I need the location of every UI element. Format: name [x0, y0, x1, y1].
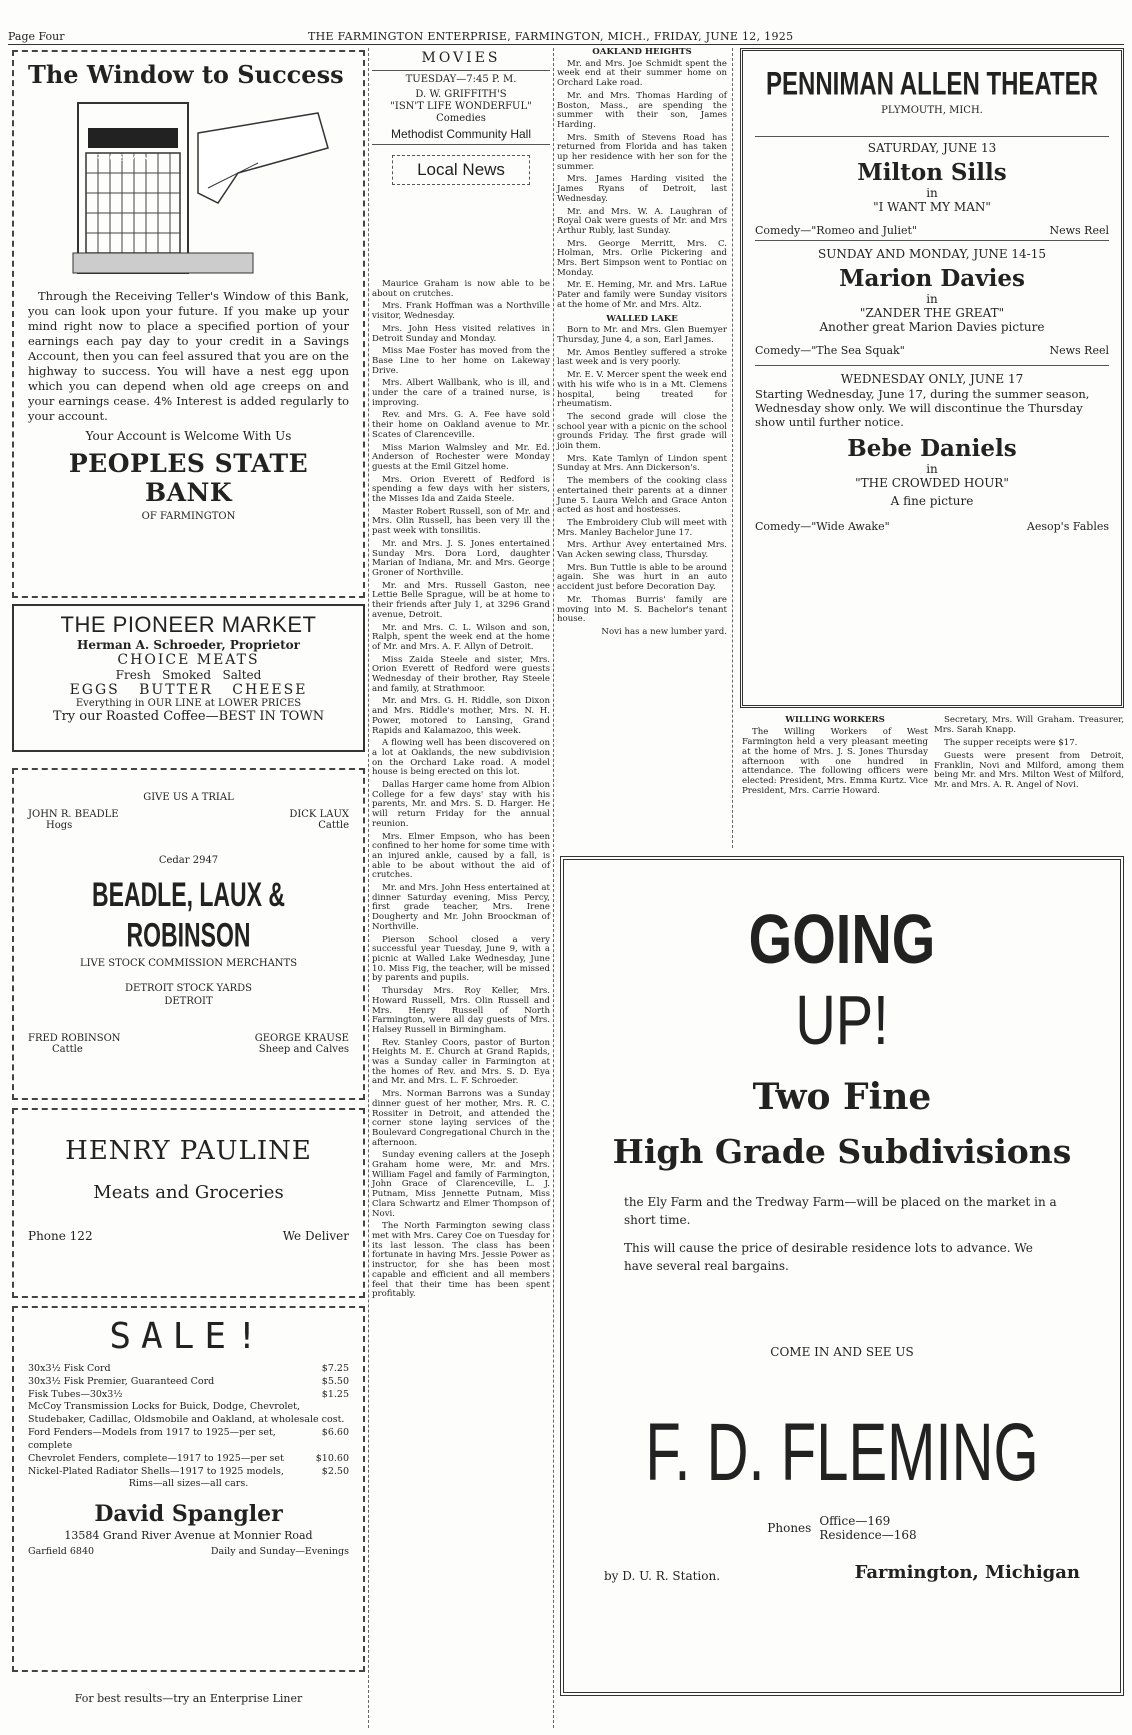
walled-para: Mrs. Arthur Avey entertained Mrs. Van Acken sewing class, Thursday.: [557, 540, 727, 561]
pauline-phone: Phone 122: [28, 1229, 93, 1243]
local-para: Mrs. John Hess visited relatives in Detroit Sunday and Monday.: [372, 323, 550, 344]
local-para: Mr. and Mrs. G. H. Riddle, son Dixon and Mrs. Riddle's mother, Mrs. N. H. Power, motored to Lansing, Grand Rapids and Kalamazoo, this week.: [372, 696, 550, 736]
local-para: Mr. and Mrs. Russell Gaston, nee Lettie Belle Sprague, will be at home to their friends after July 1, at 3296 Grand avenue, Detroit.: [372, 580, 550, 620]
walled-para: The members of the cooking class entertained their parents at a dinner June 5. Laura Welch and Grace Anton acted as host and hostesses.: [557, 476, 727, 516]
local-news-column: [372, 280, 550, 1303]
henry-pauline-ad: [12, 1108, 365, 1298]
market-line3: Everything in OUR LINE at LOWER PRICES: [75, 698, 302, 709]
local-para: Rev. Stanley Coors, pastor of Burton Heights M. E. Church at Grand Rapids, was a Sunday caller in Farmington at the homes of Rev. and Mrs. S. D. Eya and Mr. and Mrs. L. F. Schroeder.: [372, 1037, 550, 1087]
local-para: Miss Mae Foster has moved from the Base Line to her home on Lakeway Drive.: [372, 346, 550, 376]
movies-comedies: Comedies: [436, 112, 486, 124]
bank-tagline: Your Account is Welcome With Us: [85, 429, 292, 444]
walled-para: Mrs. Kate Tamlyn of Lindon spent Sunday at Mrs. Ann Dickerson's.: [557, 453, 727, 474]
fleming-h4: High Grade Subdivisions: [612, 1132, 1072, 1171]
oakland-para: Mr. E. Heming, Mr. and Mrs. LaRue Pater and family were Sunday visitors at the home of Mr. and Mrs. Altz.: [557, 280, 727, 310]
pauline-sub: Meats and Groceries: [93, 1182, 284, 1203]
local-para: Mrs. Frank Hoffman was a Northville visitor, Wednesday.: [372, 301, 550, 322]
pauline-name: HENRY PAULINE: [65, 1136, 312, 1166]
sale-item: 30x3½ Fisk Cord $7.25: [28, 1363, 349, 1374]
theater-date-3: WEDNESDAY ONLY, JUNE 17: [840, 372, 1024, 386]
market-owner: Herman A. Schroeder, Proprietor: [77, 638, 300, 652]
stock-p3-role: Cattle: [52, 1044, 83, 1055]
market-line1: Fresh Smoked Salted: [115, 668, 262, 682]
spangler-sale-ad: [12, 1306, 365, 1672]
theater-extra-2: Another great Marion Davies picture: [819, 320, 1045, 334]
local-para: Pierson School closed a very successful year Tuesday, June 9, with a picnic at Walled Lake Wednesday, June 10. Miss Fig, the teacher, will be missed by parents and pupils.: [372, 934, 550, 984]
fleming-h3: Two Fine: [752, 1076, 932, 1118]
spangler-hours: Daily and Sunday—Evenings: [210, 1546, 349, 1558]
theater-date-1: SATURDAY, JUNE 13: [867, 141, 997, 155]
stock-p2-role: Cattle: [318, 820, 349, 831]
local-para: Mr. and Mrs. John Hess entertained at dinner Saturday evening, Miss Percy, first grade teacher, Mrs. Irene Dougherty and Mr. John Broockman of Northville.: [372, 883, 550, 932]
market-line4: Try our Roasted Coffee—BEST IN TOWN: [52, 709, 325, 724]
willing-para-3: The supper receipts were $17.: [944, 737, 1078, 748]
spangler-name: David Spangler: [94, 1501, 283, 1528]
penniman-allen-theater-ad: [740, 48, 1124, 708]
theater-comedy-2: Comedy—"The Sea Squak": [755, 344, 905, 357]
oakland-para: Mrs. James Harding visited the James Ryans of Detroit, last Wednesday.: [557, 174, 727, 204]
movies-dw: D. W. GRIFFITH'S: [415, 89, 507, 101]
fleming-res: Residence—168: [819, 1528, 917, 1542]
local-para: Miss Marion Walmsley and Mr. Ed. Anderson of Rochester were Monday guests at the Emil Gitzel home.: [372, 442, 550, 472]
walled-para: Mrs. Bun Tuttle is able to be around again. She was hurt in an auto accident just before Decoration Day.: [557, 562, 727, 593]
theater-film-2: "ZANDER THE GREAT": [859, 306, 1005, 320]
local-para: Mr. and Mrs. C. L. Wilson and son, Ralph, spent the week end at the home of Mr. and Mrs. A. F. Allyn of Detroit.: [372, 622, 550, 652]
theater-in-1: in: [926, 186, 938, 200]
local-para: Miss Zaida Steele and sister, Mrs. Orion Everett of Redford were guests Wednesday of their brother, Ray Steele and family, at Strathmoor.: [372, 654, 550, 694]
stock-p3: FRED ROBINSON: [28, 1033, 121, 1044]
sale-item: 30x3½ Fisk Premier, Guaranteed Cord $5.50: [28, 1375, 349, 1387]
sale-item: Chevrolet Fenders, complete—1917 to 1925—per set $10.60: [28, 1452, 349, 1464]
spangler-phone: Garfield 6840: [28, 1546, 95, 1558]
theater-star-1: Milton Sills: [857, 159, 1007, 186]
theater-name: PENNIMAN ALLEN THEATER: [766, 66, 1098, 103]
column-rule: [368, 48, 369, 1728]
stock-city: DETROIT: [164, 996, 213, 1007]
walled-para: Mr. Amos Bentley suffered a stroke last week and is very poorly.: [557, 347, 727, 368]
movies-time: TUESDAY—7:45 P. M.: [405, 73, 517, 85]
theater-news-1: News Reel: [1049, 224, 1109, 237]
local-para: Mr. and Mrs. J. S. Jones entertained Sunday Mrs. Dora Lord, daughter Marian of Indiana, Mr. and Mrs. George Groner of Northville.: [372, 538, 550, 578]
oakland-title: OAKLAND HEIGHTS: [592, 47, 692, 57]
fleming-office: Office—169: [819, 1514, 891, 1528]
market-name: THE PIONEER MARKET: [60, 612, 317, 637]
local-para: Maurice Graham is now able to be about on crutches.: [372, 279, 550, 299]
theater-star-3: Bebe Daniels: [847, 435, 1017, 463]
bank-body: Through the Receiving Teller's Window of this Bank, you can look upon your future. If you make up your mind right now to place a specified portion of your earnings each pay day to your credit in a Savings Account, then you can feel assured that you are on the highway to success. You will have a nest egg upon which you can depend when old age creeps on and your earnings cease. 4% Interest is added regularly to your account.: [28, 289, 349, 423]
movies-box: [372, 50, 550, 195]
theater-in-2: in: [926, 292, 938, 306]
willing-para-1: The Willing Workers of West Farmington held a very pleasant meeting at the home of Mrs. J. S. Jones Thursday afternoon with one hundred in attendance. The following officers were elected: President, Mrs. Emma Kurtz. Vice President, Mrs. Carrie Howard.: [742, 726, 928, 797]
fleming-body-1: the Ely Farm and the Tredway Farm—will be placed on the market in a short time.: [624, 1195, 1057, 1227]
oakland-para: Mr. and Mrs. Joe Schmidt spent the week end at their summer home on Orchard Lake road.: [557, 58, 727, 89]
willing-workers-cont: [934, 716, 1124, 794]
bank-title: The Window to Success: [28, 60, 344, 89]
column-rule: [553, 48, 554, 1728]
stock-yards: DETROIT STOCK YARDS: [125, 983, 252, 994]
sale-items: [28, 1363, 349, 1491]
movies-venue: Methodist Community Hall: [390, 126, 532, 141]
local-news-title: Local News: [417, 159, 505, 179]
stock-p4-role: Sheep and Calves: [258, 1044, 349, 1055]
fleming-h2: UP!: [795, 980, 889, 1059]
local-para: Mrs. Norman Barrons was a Sunday dinner guest of her mother, Mrs. R. C. Rossiter in Detroit, and attended the corner stone laying services of the Boulevard Congregational Church in the afternoon.: [372, 1089, 550, 1148]
stock-p1: JOHN R. BEADLE: [28, 809, 119, 820]
theater-note: Starting Wednesday, June 17, during the summer season, Wednesday show only. We will discontinue the Thursday show until further notice.: [755, 387, 1090, 429]
oakland-walled-column: [557, 48, 727, 641]
local-para: Thursday Mrs. Roy Keller, Mrs. Howard Russell, Mrs. Olin Russell and Mrs. Henry Russell of North Farmington, were all day guests of Mrs. Halsey Russell in Birmingham.: [372, 986, 550, 1035]
masthead-line: THE FARMINGTON ENTERPRISE, FARMINGTON, MICH., FRIDAY, JUNE 12, 1925: [308, 30, 794, 43]
market-line2: EGGS BUTTER CHEESE: [69, 682, 308, 698]
stock-p2: DICK LAUX: [289, 809, 349, 820]
masthead: [8, 26, 1124, 45]
oakland-para: Mrs. Smith of Stevens Road has returned from Florida and has taken up her residence with her son for the summer.: [557, 132, 727, 172]
local-para: Mrs. Orion Everett of Redford is spending a few days with her sisters, the Misses Ida and Zaida Steele.: [372, 474, 550, 505]
fleming-body-2: This will cause the price of desirable residence lots to advance. We have several real bargains.: [624, 1241, 1033, 1273]
theater-date-2: SUNDAY AND MONDAY, JUNE 14-15: [818, 247, 1046, 261]
local-para: Dallas Harger came home from Albion College for a few days' stay with his parents, Mr. and Mrs. S. D. Harger. He will return Friday for the annual reunion.: [372, 780, 550, 829]
oakland-para: Mr. and Mrs. Thomas Harding of Boston, Mass., are spending the summer with their son, James Harding.: [557, 90, 727, 130]
fleming-ad: [560, 856, 1124, 1696]
theater-film-1: "I WANT MY MAN": [873, 200, 991, 214]
spangler-addr: 13584 Grand River Avenue at Monnier Road: [64, 1529, 313, 1543]
local-para: The North Farmington sewing class met with Mrs. Carey Coe on Tuesday for its last lesson. The class has been fortunate in having Mrs. Jessie Power as instructor, for she has been most capable and efficient and all members feel that their time has been spent profitably.: [372, 1221, 550, 1300]
willing-para-2: Secretary, Mrs. Will Graham. Treasurer, Mrs. Sarah Knapp.: [934, 715, 1124, 735]
fleming-h1: GOING: [748, 899, 936, 978]
theater-star-2: Marion Davies: [839, 265, 1025, 292]
willing-para-4: Guests were present from Detroit, Franklin, Novi and Milford, among them being Mr. and Mrs. Milton West of Milford, Mr. and Mrs. A. R. Angel of Novi.: [934, 750, 1124, 791]
bank-name: PEOPLES STATE BANK: [68, 449, 309, 508]
fleming-town: Farmington, Michigan: [854, 1562, 1080, 1583]
movies-title: MOVIES: [421, 50, 501, 66]
theater-comedy-3: Comedy—"Wide Awake": [755, 520, 890, 534]
stock-trial: GIVE US A TRIAL: [143, 792, 234, 803]
theater-fables: Aesop's Fables: [1026, 520, 1109, 534]
theater-film-3: "THE CROWDED HOUR": [855, 476, 1009, 491]
bank-town: OF FARMINGTON: [141, 511, 236, 523]
stock-phone: Cedar 2947: [158, 855, 219, 866]
local-para: Master Robert Russell, son of Mr. and Mrs. Olin Russell, has been very ill the past week with tonsilitis.: [372, 506, 550, 537]
market-choice: CHOICE MEATS: [117, 652, 260, 668]
walled-title: WALLED LAKE: [606, 313, 678, 324]
theater-news-2: News Reel: [1049, 344, 1109, 357]
oakland-para: Mr. and Mrs. W. A. Laughran of Royal Oak were guests of Mr. and Mrs Arthur Rubly, last Sunday.: [557, 206, 727, 236]
local-para: A flowing well has been discovered on a lot at Oaklands, the new subdivision on the Orchard Lake road. A model house is being erected on this lot.: [372, 738, 550, 778]
pioneer-market-ad: [12, 604, 365, 752]
bank-ad: [12, 50, 365, 598]
sale-item: Fisk Tubes—30x3½ $1.25: [28, 1388, 349, 1400]
oakland-para: Mrs. George Merritt, Mrs. C. Holman, Mrs. Orlie Pickering and Mrs. Bert Simpson went to Pontiac on Monday.: [557, 238, 727, 278]
sale-title: SALE!: [109, 1316, 268, 1357]
fleming-phones: Phones: [767, 1521, 812, 1535]
willing-title: WILLING WORKERS: [785, 715, 885, 725]
receiving-sign: RECEIVING: [94, 154, 159, 164]
walled-para: The second grade will close the school year with a picnic on the school grounds Friday. The first grade will join them.: [557, 411, 727, 452]
page-number: Page Four: [8, 30, 65, 43]
stock-name: BEADLE, LAUX & ROBINSON: [92, 874, 285, 954]
walled-para: Mr. E. V. Mercer spent the week end with his wife who is in a Mt. Clemens hospital, being treated for rheumatism.: [557, 370, 727, 410]
pauline-deliver: We Deliver: [282, 1229, 349, 1243]
sale-item: Ford Fenders—Models from 1917 to 1925—per set, complete $6.60: [28, 1427, 349, 1451]
theater-city: PLYMOUTH, MICH.: [881, 105, 983, 116]
willing-workers-column: [742, 716, 928, 800]
theater-extra-3: A fine picture: [890, 494, 974, 509]
walled-para: Born to Mr. and Mrs. Glen Buemyer Thursday, June 4, a son, Earl James.: [557, 325, 727, 345]
local-para: Mrs. Albert Wallbank, who is ill, and under the care of a trained nurse, is improving.: [372, 378, 550, 408]
local-para: Sunday evening callers at the Joseph Graham home were, Mr. and Mrs. William Fagel and family of Farmington, John Grace of Clarenceville, L. J. Putnam, Miss Jennette Putnam, Miss Clara Schwartz and Elmer Thompson of Novi.: [372, 1150, 550, 1219]
fleming-station: by D. U. R. Station.: [604, 1569, 721, 1583]
local-para: Rev. and Mrs. G. A. Fee have sold their home on Oakland avenue to Mr. Scates of Clarenceville.: [372, 410, 550, 440]
column-rule: [732, 48, 733, 848]
stock-sub: LIVE STOCK COMMISSION MERCHANTS: [79, 958, 298, 969]
stock-p1-role: Hogs: [46, 820, 73, 831]
fleming-name: F. D. FLEMING: [645, 1407, 1039, 1498]
teller-window-illustration: [28, 93, 348, 283]
theater-in-3: in: [926, 462, 938, 477]
beadle-laux-robinson-ad: [12, 768, 365, 1100]
fleming-come: COME IN AND SEE US: [770, 1345, 914, 1359]
theater-comedy-1: Comedy—"Romeo and Juliet": [755, 224, 917, 237]
sale-item: McCoy Transmission Locks for Buick, Dodge, Chevrolet, Studebaker, Cadillac, Oldsmobile and Oakland, at wholesale cost.: [28, 1401, 345, 1426]
sale-item: Nickel-Plated Radiator Shells—1917 to 1925 models, $2.50: [28, 1465, 349, 1477]
walled-para: Mr. Thomas Burris' family are moving into M. S. Bachelor's tenant house.: [557, 594, 727, 625]
walled-para: Novi has a new lumber yard.: [601, 626, 727, 637]
stock-p4: GEORGE KRAUSE: [254, 1033, 349, 1044]
movies-film: "ISN'T LIFE WONDERFUL": [390, 101, 532, 113]
sale-item: Rims—all sizes—all cars.: [128, 1478, 249, 1490]
local-para: Mrs. Elmer Empson, who has been confined to her home for some time with an injured ankle, caused by a fall, is able to be about without the aid of crutches.: [372, 831, 550, 881]
walled-para: The Embroidery Club will meet with Mrs. Manley Bachelor June 17.: [557, 517, 727, 538]
enterprise-liner-footer: For best results—try an Enterprise Liner: [74, 1692, 303, 1705]
